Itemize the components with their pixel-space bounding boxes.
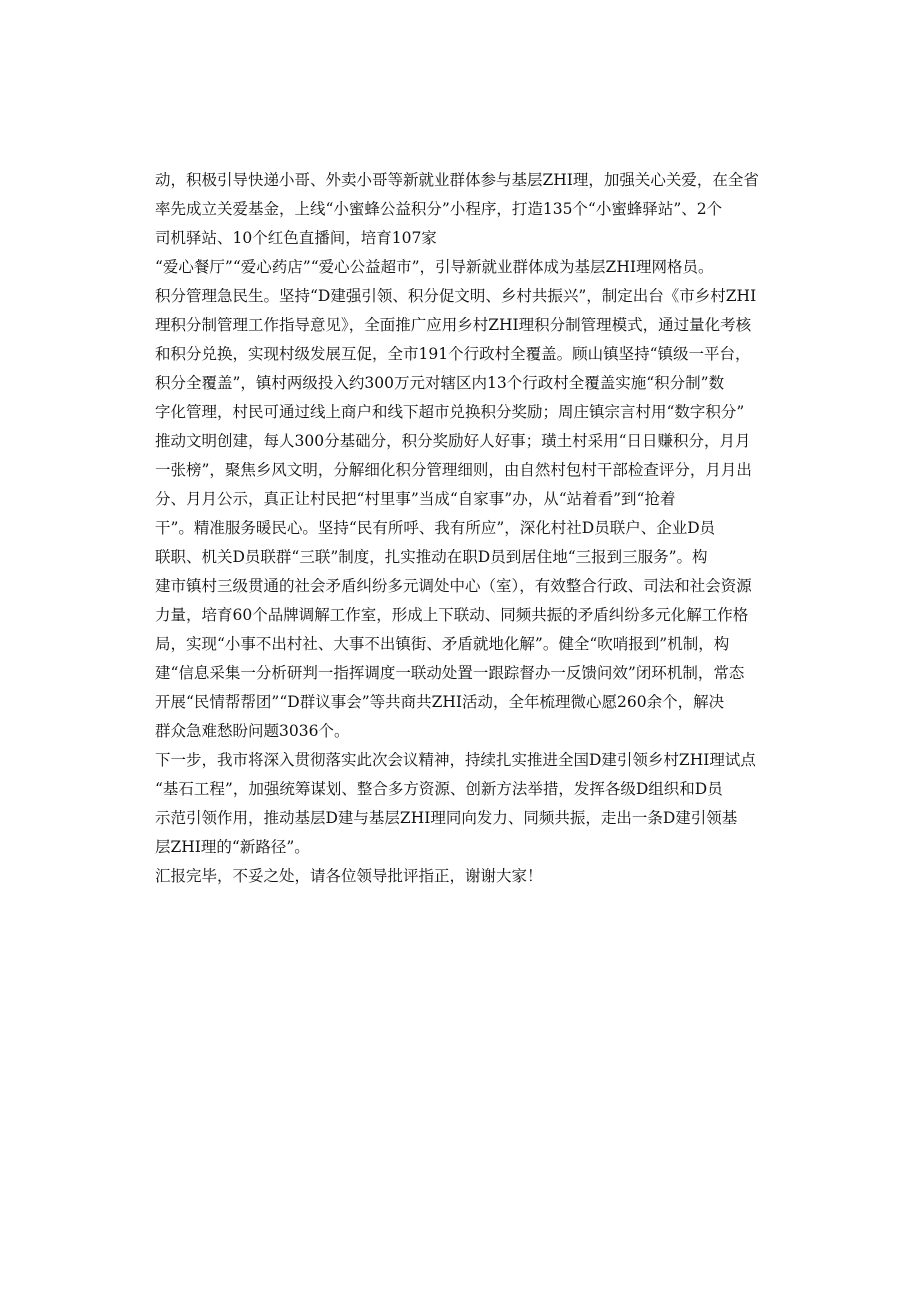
text-line: 推动文明创建，每人300分基础分，积分奖励好人好事；璜土村采用“日日赚积分，月月 [155,432,751,450]
text-line: 司机驿站、10个红色直播间，培育107家 [155,229,437,247]
text-line: 积分全覆盖”，镇村两级投入约300万元对辖区内13个行政村全覆盖实施“积分制”数 [155,374,725,392]
text-line: 建市镇村三级贯通的社会矛盾纠纷多元调处中心（室），有效整合行政、司法和社会资源 [155,577,752,595]
text-line: 下一步，我市将深入贯彻落实此次会议精神，持续扎实推进全国D建引领乡村ZHI理试点 [155,751,756,769]
text-line: 率先成立关爱基金，上线“小蜜蜂公益积分”小程序，打造135个“小蜜蜂驿站”、2个 [155,200,723,218]
text-line: 群众急难愁盼问题3036个。 [155,722,350,740]
text-line: 干”。精准服务暖民心。坚持“民有所呼、我有所应”，深化村社D员联户、企业D员 [155,519,716,537]
document-body [155,166,770,891]
text-line: 示范引领作用，推动基层D建与基层ZHI理同向发力、同频共振，走出一条D建引领基 [155,809,738,827]
text-line: “爱心餐厅”“爱心药店”“爱心公益超市”，引导新就业群体成为基层ZHI理网格员。 [155,258,714,276]
text-line: 汇报完毕，不妥之处，请各位领导批评指正，谢谢大家！ [155,867,543,885]
text-line: 分、月月公示，真正让村民把“村里事”当成“自家事”办，从“站着看”到“抢着 [155,490,676,508]
text-line: 局，实现“小事不出村社、大事不出镇街、矛盾就地化解”。健全“吹哨报到”机制，构 [155,635,730,653]
text-line: 积分管理急民生。坚持“D建强引领、积分促文明、乡村共振兴”，制定出台《市乡村ZHI [155,287,757,305]
paragraph-new-employment-groups [155,166,770,253]
text-line: 层ZHI理的“新路径”。 [155,838,310,856]
text-line: 开展“民情帮帮团”“D群议事会”等共商共ZHI活动，全年梳理微心愿260余个，解决 [155,693,725,711]
paragraph-closing [155,862,770,891]
text-line: “基石工程”，加强统筹谋划、整合多方资源、创新方法举措，发挥各级D组织和D员 [155,780,723,798]
text-line: 一张榜”，聚焦乡风文明，分解细化积分管理细则，由自然村包村干部检查评分，月月出 [155,461,752,479]
text-line: 动，积极引导快递小哥、外卖小哥等新就业群体参与基层ZHI理，加强关心关爱，在全省 [155,171,759,189]
paragraph-next-steps [155,746,770,862]
text-line: 力量，培育60个品牌调解工作室，形成上下联动、同频共振的矛盾纠纷多元化解工作格 [155,606,749,624]
text-line: 建“信息采集一分析研判一指挥调度一联动处置一跟踪督办一反馈问效”闭环机制，常态 [155,664,745,682]
text-line: 和积分兑换，实现村级发展互促，全市191个行政村全覆盖。顾山镇坚持“镇级一平台， [155,345,751,363]
text-line: 联职、机关D员联群“三联”制度，扎实推动在职D员到居住地“三报到三服务”。构 [155,548,708,566]
text-line: 理积分制管理工作指导意见》，全面推广应用乡村ZHI理积分制管理模式，通过量化考核 [155,316,752,334]
paragraph-points-management [155,253,770,746]
text-line: 字化管理，村民可通过线上商户和线下超市兑换积分奖励；周庄镇宗言村用“数字积分” [155,403,745,421]
